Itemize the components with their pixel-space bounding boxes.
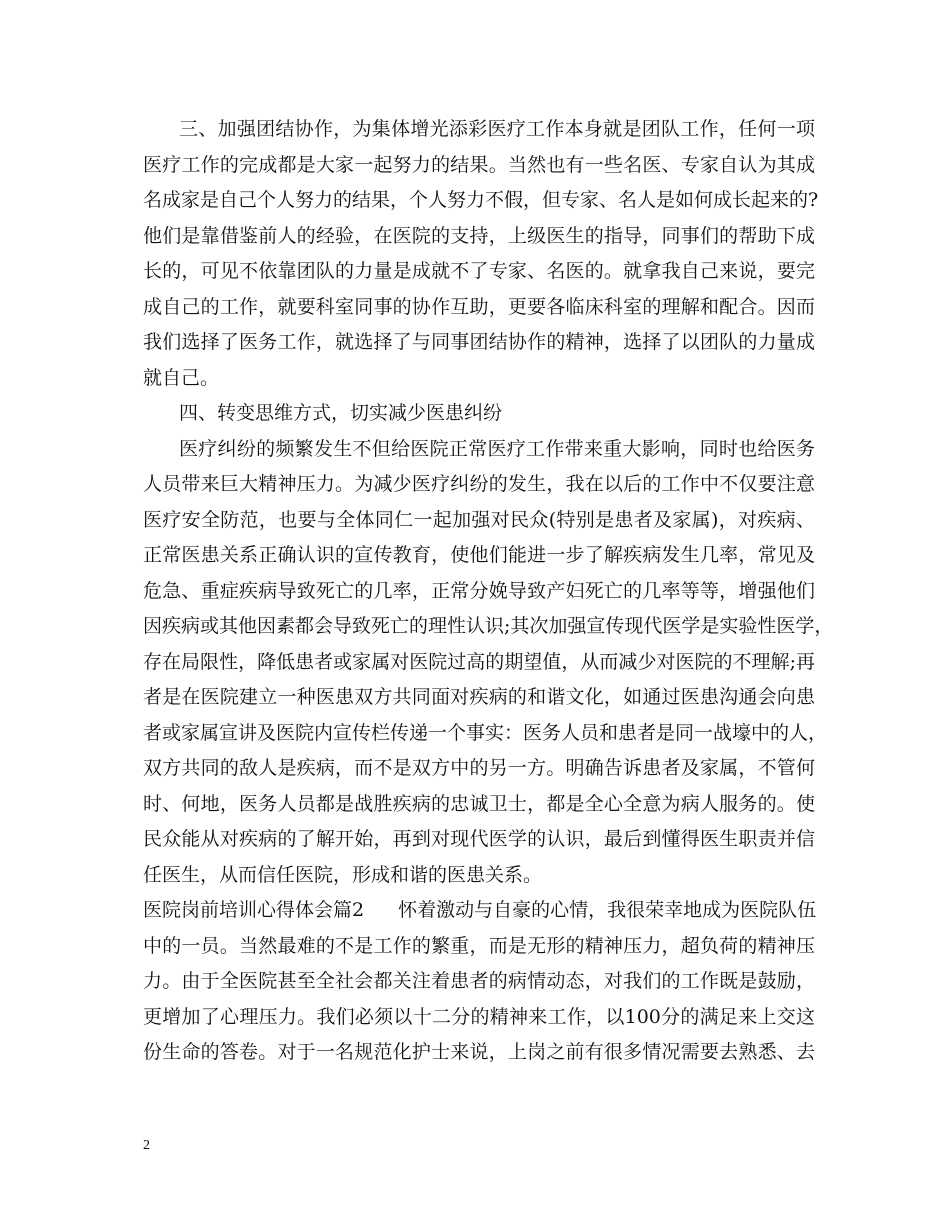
text-line: 时、何地，医务人员都是战胜疾病的忠诚卫士，都是全心全意为病人服务的。使: [143, 792, 815, 815]
text-line: 成自己的工作，就要科室同事的协作互助，更要各临床科室的理解和配合。因而: [143, 295, 815, 318]
text-line: 名成家是自己个人努力的结果，个人努力不假，但专家、名人是如何成长起来的?: [143, 189, 819, 211]
text-line: 四、转变思维方式，切实减少医患纠纷: [179, 402, 503, 424]
text-line: 三、加强团结协作，为集体增光添彩医疗工作本身就是团队工作，任何一项: [179, 118, 815, 140]
text-line: 长的，可见不依靠团队的力量是成就不了专家、名医的。就拿我自己来说，要完: [143, 260, 815, 282]
text-line: 任医生，从而信任医院，形成和谐的医患关系。: [143, 863, 543, 886]
section-2-opening-text: 怀着激动与自豪的心情，我很荣幸地成为医院队伍: [398, 899, 817, 921]
text-line: 医疗安全防范，也要与全体同仁一起加强对民众(特别是患者及家属)，对疾病、: [143, 508, 815, 531]
text-line: 就自己。: [143, 366, 220, 389]
text-line: 双方共同的敌人是疾病，而不是双方中的另一方。明确告诉患者及家属，不管何: [143, 757, 815, 779]
text-line: 中的一员。当然最难的不是工作的繁重，而是无形的精神压力，超负荷的精神压: [143, 934, 815, 957]
text-line: 力。由于全医院甚至全社会都关注着患者的病情动态，对我们的工作既是鼓励，: [143, 970, 815, 992]
text-line: 正常医患关系正确认识的宣传教育，使他们能进一步了解疾病发生几率，常见及: [143, 544, 815, 566]
section-2-first-line: [143, 893, 815, 929]
text-line: 者或家属宣讲及医院内宣传栏传递一个事实：医务人员和患者是同一战壕中的人，: [143, 721, 828, 744]
text-line: 份生命的答卷。对于一名规范化护士来说，上岗之前有很多情况需要去熟悉、去: [143, 1041, 815, 1063]
section-2-paragraph: [143, 929, 815, 1071]
page-number: 2: [143, 1138, 150, 1153]
text-line: 医疗工作的完成都是大家一起努力的结果。当然也有一些名医、专家自认为其成: [143, 153, 815, 176]
text-line: 医疗纠纷的频繁发生不但给医院正常医疗工作带来重大影响，同时也给医务: [179, 437, 815, 460]
text-line: 危急、重症疾病导致死亡的几率，正常分娩导致产妇死亡的几率等等，增强他们: [143, 579, 815, 602]
text-line: 民众能从对疾病的了解开始，再到对现代医学的认识，最后到懂得医生职责并信: [143, 828, 815, 850]
section-2-title: 医院岗前培训心得体会篇2: [143, 899, 365, 921]
text-line: 存在局限性，降低患者或家属对医院过高的期望值，从而减少对医院的不理解;再: [143, 650, 815, 673]
document-body: [143, 112, 834, 1071]
text-line: 者是在医院建立一种医患双方共同面对疾病的和谐文化，如通过医患沟通会向患: [143, 686, 815, 708]
text-line: 我们选择了医务工作，就选择了与同事团结协作的精神，选择了以团队的力量成: [143, 331, 815, 353]
text-line: 更增加了心理压力。我们必须以十二分的精神来工作，以100分的满足来上交这: [143, 1005, 815, 1028]
text-line: 他们是靠借鉴前人的经验，在医院的支持，上级医生的指导，同事们的帮助下成: [143, 224, 815, 247]
text-line: 因疾病或其他因素都会导致死亡的理性认识;其次加强宣传现代医学是实验性医学，: [143, 615, 834, 637]
text-line: 人员带来巨大精神压力。为减少医疗纠纷的发生，我在以后的工作中不仅要注意: [143, 473, 815, 495]
document-paragraphs: [143, 112, 834, 893]
